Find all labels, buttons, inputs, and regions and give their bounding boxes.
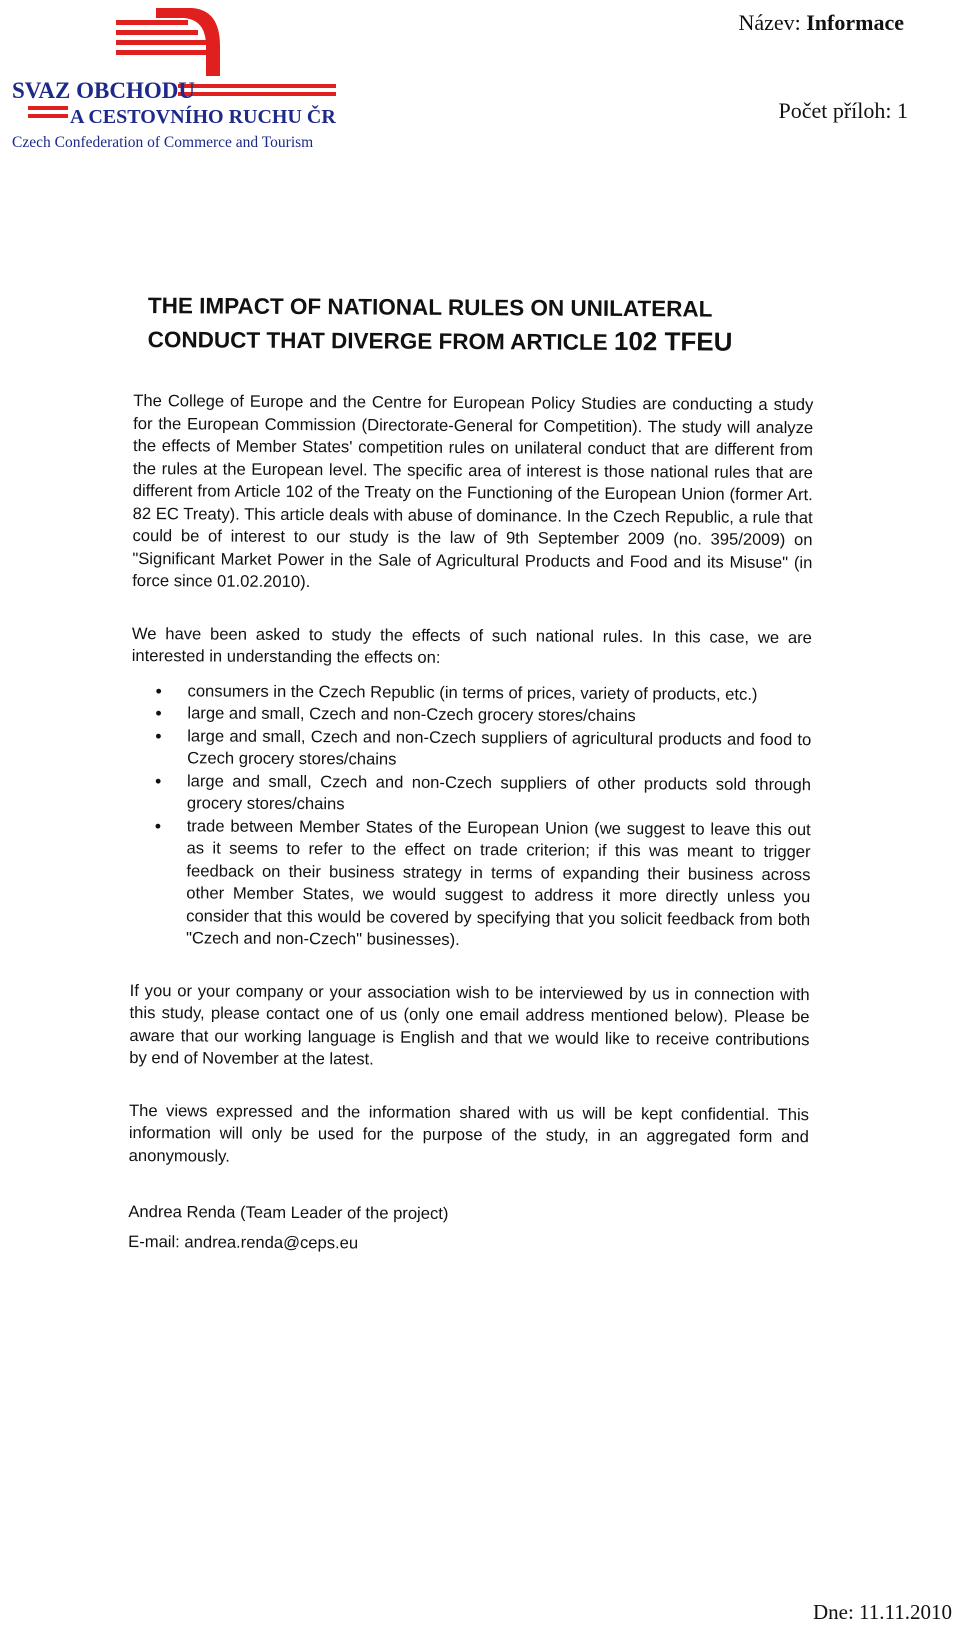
- document-title: [148, 290, 814, 360]
- list-item: • large and small, Czech and non-Czech suppliers of other products sold through grocery stores/chains: [187, 770, 811, 819]
- confidentiality-paragraph: The views expressed and the information shared with us will be kept confidential. This information will only be used for the purpose of the study, in an aggregated form and anonymously.: [128, 1100, 810, 1166]
- attachment-count-field: [778, 98, 908, 124]
- attachment-count-label: Počet příloh:: [778, 98, 892, 123]
- logo-line-2: A CESTOVNÍHO RUCHU ČR: [70, 106, 336, 128]
- title-line-1: THE IMPACT OF NATIONAL RULES ON UNILATERAL: [147, 293, 713, 322]
- list-item: • trade between Member States of the European Union (we suggest to leave this out as it seems to refer to the effect on trade criterion; if this was meant to trigger feedback on their business strategy in terms of expanding their business across other Member States, we would suggest to address it more directly unless you consider that this would be covered by specifying that you solicit feedback from both "Czech and non-Czech" businesses).: [186, 815, 811, 954]
- title-line-2a: CONDUCT THAT DIVERGE FROM ARTICLE: [147, 327, 608, 355]
- document-date-value: 11.11.2010: [859, 1600, 952, 1624]
- list-item: • consumers in the Czech Republic (in terms of prices, variety of products, etc.): [187, 680, 811, 706]
- title-line-2b: 102 TFEU: [613, 325, 733, 357]
- intro-paragraph: The College of Europe and the Centre for European Policy Studies are conducting a study for the European Commission (Directorate-General for Competition). The study will analyze the effects of Member States' competition rules on unilateral conduct that are different from the rules at the European level. The specific area of interest is those national rules that are different from Article 102 of the Treaty on the Functioning of the European Union (former Art. 82 EC Treaty). This article deals with abuse of dominance. In the Czech Republic, a rule that could be of interest to our study is the law of 9th September 2009 (no. 395/2009) on "Significant Market Power in the Sale of Agricultural Products and Food and its Misuse" (in force since 01.02.2010).: [132, 390, 814, 592]
- organization-logo: [6, 6, 346, 156]
- document-name-value: Informace: [806, 10, 904, 35]
- list-item: • large and small, Czech and non-Czech grocery stores/chains: [187, 702, 811, 728]
- title-line-2: [148, 322, 814, 360]
- signature-name: Andrea Renda (Team Leader of the project): [128, 1201, 449, 1223]
- signature-block: [128, 1197, 808, 1261]
- logo-line-1: SVAZ OBCHODU: [12, 78, 195, 103]
- contact-paragraph: If you or your company or your association wish to be interviewed by us in connection with this study, please contact one of us (only one email address mentioned below). Please be aware that our working language is English and that we would like to receive contributions by end of November at the latest.: [129, 980, 810, 1069]
- document-body: [128, 290, 814, 1261]
- document-date-label: Dne:: [812, 1600, 854, 1624]
- document-date-field: [813, 1600, 952, 1625]
- effects-paragraph: We have been asked to study the effects of such national rules. In this case, we are interested in understanding the effects on:: [131, 623, 812, 667]
- list-item: • large and small, Czech and non-Czech suppliers of agricultural products and food to Czech grocery stores/chains: [187, 725, 811, 774]
- attachment-count-value: 1: [897, 98, 908, 123]
- logo-line-3: Czech Confederation of Commerce and Tourism: [12, 134, 314, 151]
- effects-list: [130, 679, 812, 953]
- document-name-field: [738, 10, 904, 36]
- signature-email: E-mail: andrea.renda@ceps.eu: [128, 1231, 359, 1253]
- document-name-label: Název:: [738, 10, 801, 35]
